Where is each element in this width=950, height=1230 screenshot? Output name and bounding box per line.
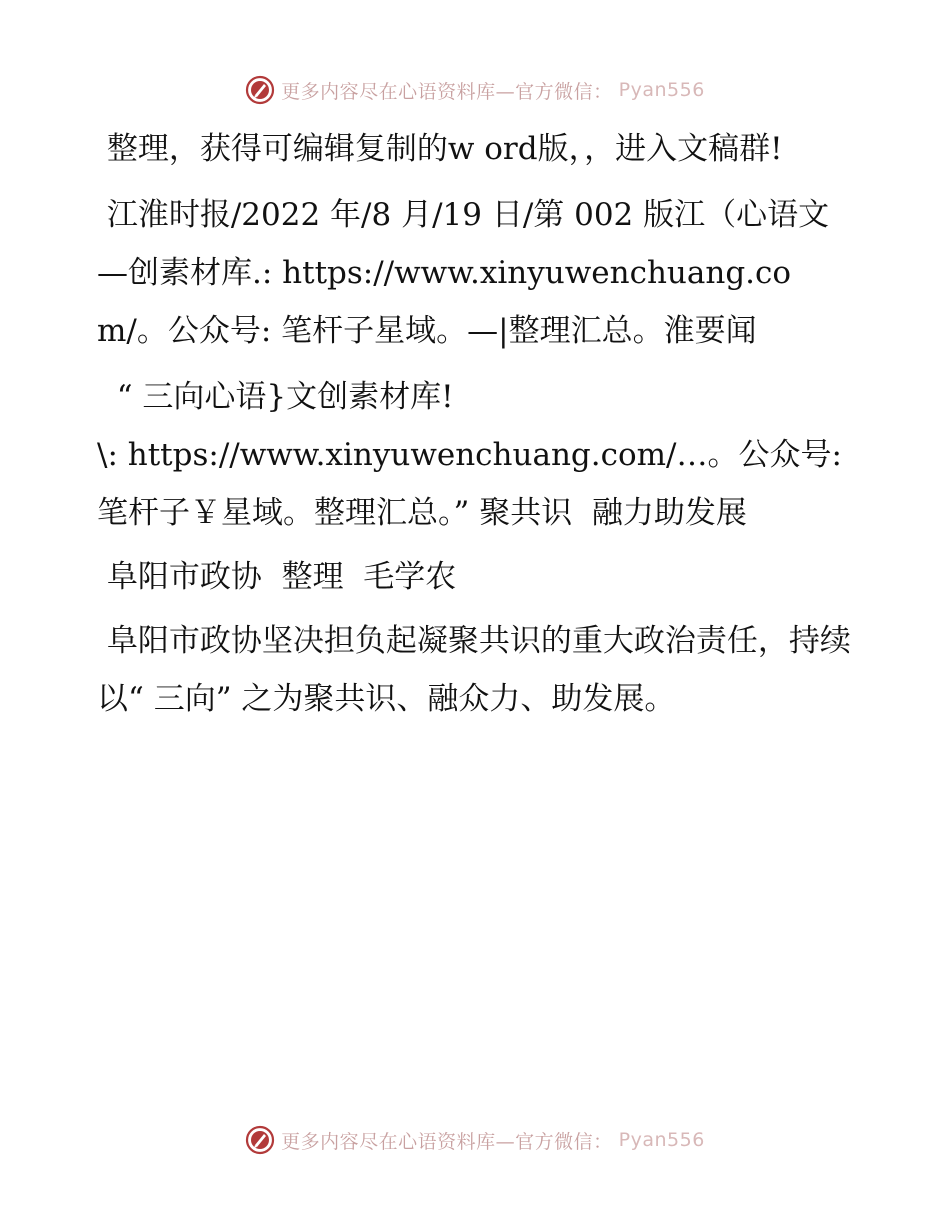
pen-seal-icon [245, 75, 275, 105]
paragraph-title: “ 三向心语}文创素材库! \: https://www.xinyuwenchuang.com/…。公众号: 笔杆子￥星域。整理汇总。” 聚共识 融力助发展 [97, 379, 842, 531]
footer-banner [0, 1120, 950, 1160]
paragraph-body: 阜阳市政协坚决担负起凝聚共识的重大政治责任，持续以“ 三向” 之为聚共识、融众力、助发展。 [97, 623, 851, 717]
pen-seal-icon [245, 1125, 275, 1155]
banner-content [245, 1125, 705, 1155]
banner-wechat-id: Pyan556 [618, 79, 705, 101]
banner-content [245, 75, 705, 105]
banner-text: 更多内容尽在心语资料库—官方微信： [281, 80, 613, 103]
header-banner [0, 70, 950, 110]
paragraph-author: 阜阳市政协 整理 毛学农 [97, 559, 457, 595]
paragraph-source: 江淮时报/2022 年/8 月/19 日/第 002 版江（心语文—创素材库.: https://www.xinyuwenchuang.com/。公众号: 笔杆子星域。—|整理汇总。淮要闻 [97, 197, 830, 349]
document-body [97, 120, 857, 728]
banner-wechat-id: Pyan556 [618, 1129, 705, 1151]
paragraph-intro: 整理，获得可编辑复制的w ord版，，进入文稿群! [97, 131, 783, 167]
banner-text: 更多内容尽在心语资料库—官方微信： [281, 1130, 613, 1153]
